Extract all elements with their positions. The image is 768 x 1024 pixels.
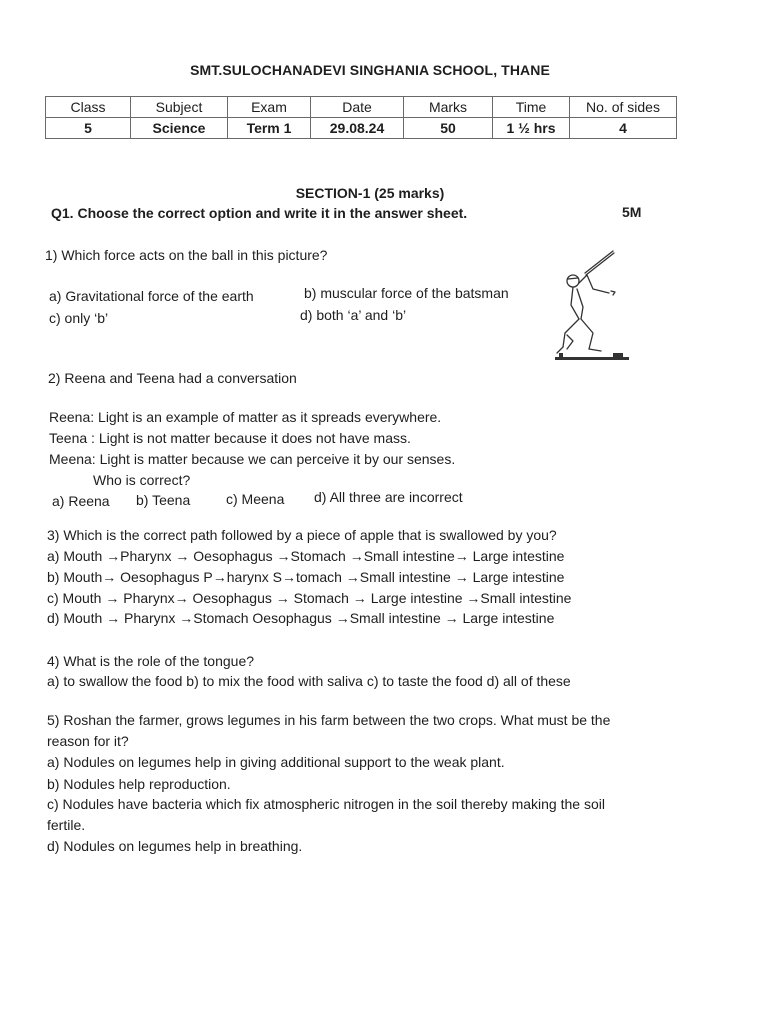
exam-info-table <box>45 96 677 139</box>
question-5-option-b: b) Nodules help reproduction. <box>47 776 231 792</box>
question-3-option-a: a) Mouth →Pharynx → Oesophagus →Stomach →Small intestine→ Large intestine <box>47 548 565 564</box>
question-2-option-c: c) Meena <box>226 491 285 507</box>
question-2-line-teena: Teena : Light is not matter because it does not have mass. <box>49 430 411 446</box>
question-1-option-b: b) muscular force of the batsman <box>304 285 509 301</box>
exam-info-value-row <box>46 118 677 139</box>
school-name: SMT.SULOCHANADEVI SINGHANIA SCHOOL, THANE <box>190 62 550 78</box>
header-subject: Subject <box>131 97 228 118</box>
question-1-text: 1) Which force acts on the ball in this picture? <box>45 247 328 263</box>
value-time: 1 ½ hrs <box>493 118 570 139</box>
value-exam: Term 1 <box>228 118 311 139</box>
question-1-option-d: d) both ‘a’ and ‘b’ <box>300 307 407 323</box>
question-5-option-d: d) Nodules on legumes help in breathing. <box>47 838 303 854</box>
question-2-prompt: Who is correct? <box>93 472 191 488</box>
question-3-text: 3) Which is the correct path followed by a piece of apple that is swallowed by you? <box>47 527 557 543</box>
question-4-options: a) to swallow the food b) to mix the food with saliva c) to taste the food d) all of these <box>47 673 571 689</box>
value-class: 5 <box>46 118 131 139</box>
question-3-option-d: d) Mouth → Pharynx →Stomach Oesophagus →Small intestine → Large intestine <box>47 610 555 626</box>
question-2-option-b: b) Teena <box>136 492 191 508</box>
header-marks: Marks <box>404 97 493 118</box>
cricket-batsman-icon <box>553 245 633 365</box>
header-exam: Exam <box>228 97 311 118</box>
question-2-line-meena: Meena: Light is matter because we can perceive it by our senses. <box>49 451 456 467</box>
header-class: Class <box>46 97 131 118</box>
question-1-option-a: a) Gravitational force of the earth <box>49 288 254 304</box>
question-3-option-b: b) Mouth→ Oesophagus P→harynx S→tomach →Small intestine → Large intestine <box>47 569 565 585</box>
question-5-option-c-line-1: c) Nodules have bacteria which fix atmospheric nitrogen in the soil thereby making the soil <box>47 796 605 812</box>
header-no-of-sides: No. of sides <box>570 97 677 118</box>
question-5-text-line-1: 5) Roshan the farmer, grows legumes in his farm between the two crops. What must be the <box>47 712 611 728</box>
question-4-text: 4) What is the role of the tongue? <box>47 653 255 669</box>
value-date: 29.08.24 <box>311 118 404 139</box>
question-1-option-c: c) only ‘b’ <box>49 310 109 326</box>
value-no-of-sides: 4 <box>570 118 677 139</box>
question-3-option-c: c) Mouth → Pharynx→ Oesophagus → Stomach → Large intestine →Small intestine <box>47 590 572 606</box>
question-5-text-line-2: reason for it? <box>47 733 129 749</box>
value-subject: Science <box>131 118 228 139</box>
exam-info-header-row <box>46 97 677 118</box>
question-2-text: 2) Reena and Teena had a conversation <box>48 370 297 386</box>
q1-instruction: Q1. Choose the correct option and write it in the answer sheet. <box>51 205 468 221</box>
question-2-option-a: a) Reena <box>52 493 110 509</box>
header-time: Time <box>493 97 570 118</box>
question-2-option-d: d) All three are incorrect <box>314 489 463 505</box>
value-marks: 50 <box>404 118 493 139</box>
question-5-option-c-line-2: fertile. <box>47 817 86 833</box>
q1-marks: 5M <box>622 204 642 220</box>
question-2-line-reena: Reena: Light is an example of matter as it spreads everywhere. <box>49 409 442 425</box>
section-title: SECTION-1 (25 marks) <box>295 185 445 201</box>
question-5-option-a: a) Nodules on legumes help in giving additional support to the weak plant. <box>47 754 505 770</box>
header-date: Date <box>311 97 404 118</box>
